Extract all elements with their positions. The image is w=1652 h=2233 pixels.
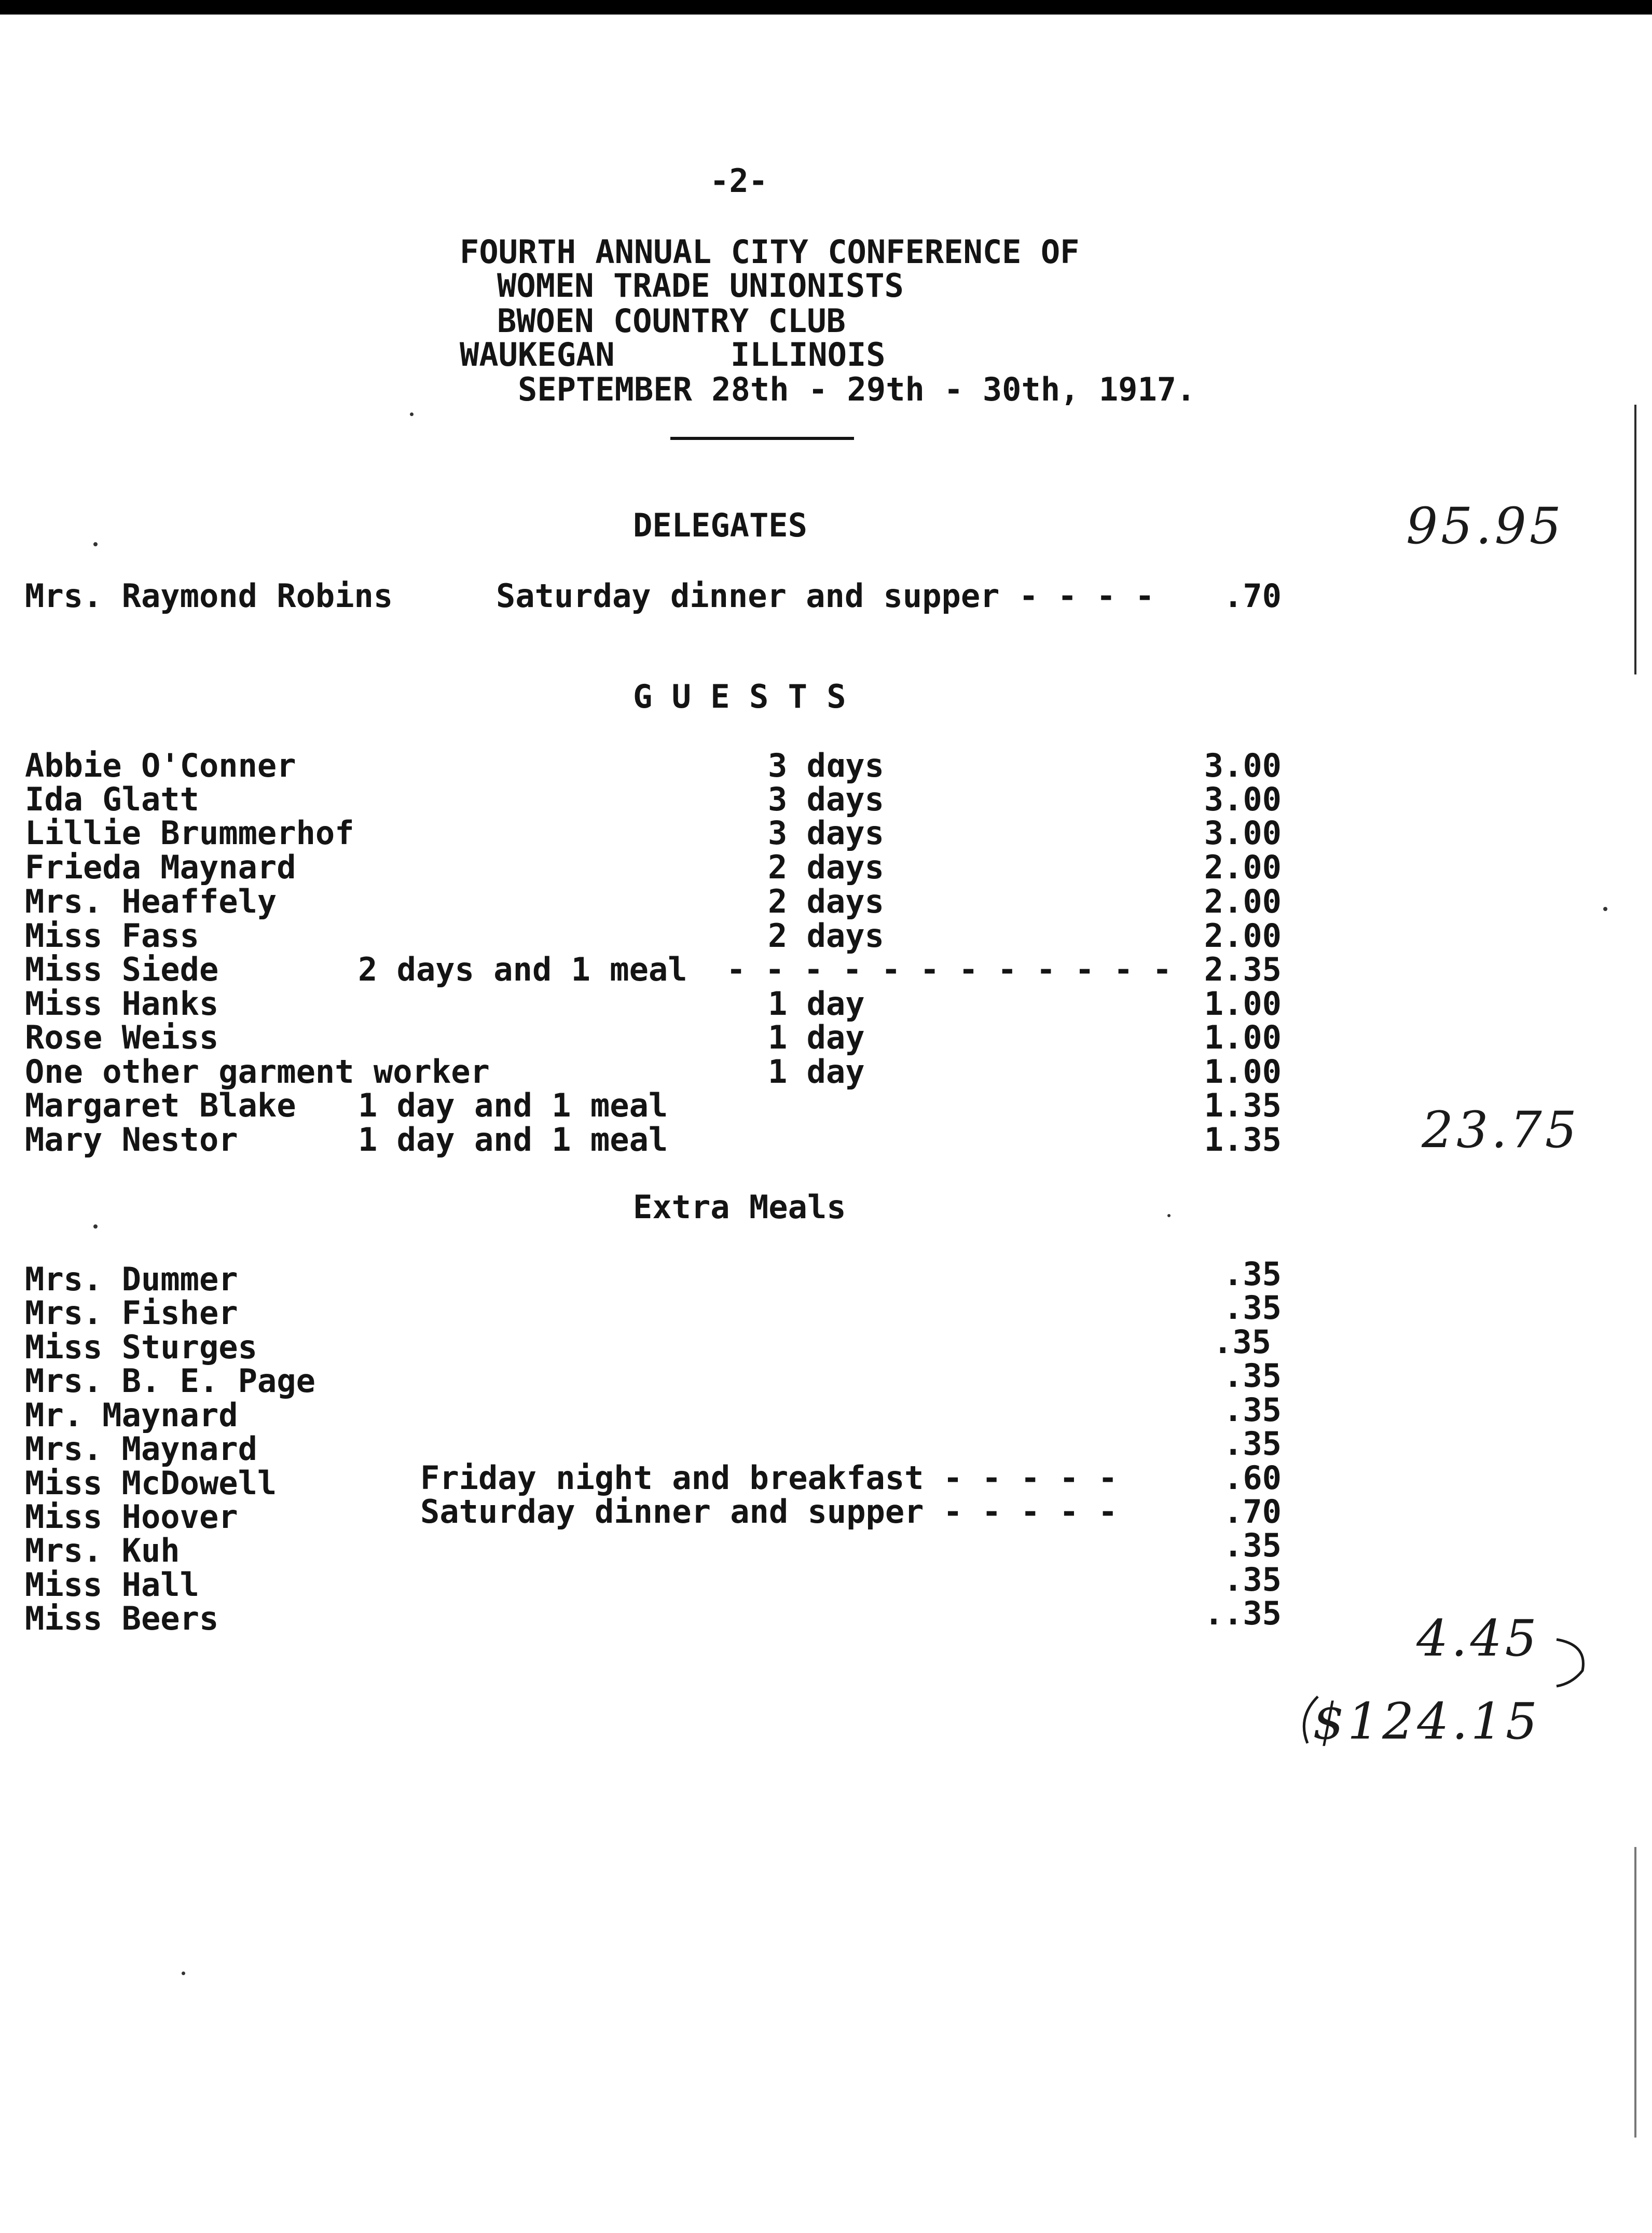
meal-amount: .35 bbox=[1223, 1289, 1282, 1327]
guest-amount: 3.00 bbox=[1204, 747, 1282, 784]
guest-name: Miss Siede bbox=[25, 950, 219, 988]
guests-heading: G U E S T S bbox=[633, 678, 846, 715]
meal-amount: .60 bbox=[1223, 1459, 1282, 1497]
header-line-5: SEPTEMBER 28th - 29th - 30th, 1917. bbox=[518, 370, 1196, 408]
scan-speck bbox=[410, 412, 414, 416]
guest-days: 3 days bbox=[768, 814, 884, 852]
guest-days: 3 days bbox=[768, 780, 884, 818]
scan-speck bbox=[1167, 1214, 1171, 1217]
meal-amount: .35 bbox=[1223, 1425, 1282, 1463]
guest-name: Rose Weiss bbox=[25, 1018, 219, 1056]
header-line-4-state: ILLINOIS bbox=[731, 336, 886, 374]
guest-amount: 2.00 bbox=[1204, 917, 1282, 955]
delegates-handwritten-total: 95.95 bbox=[1406, 497, 1564, 555]
page-number: -2- bbox=[710, 162, 768, 200]
header-line-1: FOURTH ANNUAL CITY CONFERENCE OF bbox=[460, 233, 1080, 271]
guest-days: 3 dɑys bbox=[768, 747, 884, 784]
total-bracket-mark bbox=[1551, 1634, 1614, 1697]
meal-amount: .35 bbox=[1223, 1561, 1282, 1598]
meal-amount: .35 bbox=[1213, 1323, 1271, 1361]
meal-name: Mrs. Fisher bbox=[25, 1294, 238, 1332]
meal-amount: .35 bbox=[1223, 1255, 1282, 1293]
meal-name: Miss Hoover bbox=[25, 1498, 238, 1536]
meal-name: Mrs. Dummer bbox=[25, 1260, 238, 1298]
guest-days: 1 day bbox=[768, 1018, 865, 1056]
meal-amount: .35 bbox=[1223, 1391, 1282, 1429]
guest-name: Lillie Brummerhof bbox=[25, 814, 354, 852]
scan-top-border bbox=[0, 0, 1652, 15]
meal-name: Mrs. Kuh bbox=[25, 1532, 180, 1569]
guest-name: Margaret Blake bbox=[25, 1086, 296, 1124]
guest-amount: 1.00 bbox=[1204, 1018, 1282, 1056]
scan-speck bbox=[182, 1972, 185, 1975]
guest-name: Ida Glatt bbox=[25, 780, 199, 818]
guest-days: 1 day bbox=[768, 1053, 865, 1091]
meal-amount: .70 bbox=[1223, 1493, 1282, 1531]
guest-note: 2 days and 1 meal bbox=[358, 950, 687, 988]
meal-name: Miss Hall bbox=[25, 1566, 199, 1604]
meal-amount: ..35 bbox=[1204, 1594, 1282, 1632]
guest-amount: 1.00 bbox=[1204, 985, 1282, 1023]
guest-amount: 1.35 bbox=[1204, 1121, 1282, 1159]
guest-amount: 1.00 bbox=[1204, 1053, 1282, 1091]
guest-name: Miss Fass bbox=[25, 917, 199, 955]
meal-name: Mrs. Maynard bbox=[25, 1430, 257, 1468]
header-line-3: BWOEN COUNTRY CLUB bbox=[497, 302, 846, 340]
header-line-2: WOMEN TRADE UNIONISTS bbox=[497, 267, 904, 305]
meal-name: Miss Beers bbox=[25, 1600, 219, 1637]
delegate-amount: .70 bbox=[1223, 577, 1282, 615]
guest-note: 1 day and 1 meal bbox=[358, 1086, 668, 1124]
guest-amount: 2.00 bbox=[1204, 848, 1282, 886]
meal-name: Miss Sturges bbox=[25, 1328, 257, 1366]
guest-amount: 3.00 bbox=[1204, 814, 1282, 852]
guest-name: Miss Hanks bbox=[25, 985, 219, 1023]
scan-speck bbox=[93, 542, 98, 546]
scan-edge-line bbox=[1634, 1847, 1636, 2138]
scan-speck bbox=[93, 1224, 98, 1229]
meal-name: Mrs. B. E. Page bbox=[25, 1362, 315, 1400]
delegate-detail: Saturday dinner and supper - - - - bbox=[496, 577, 1155, 615]
meal-name: Miss McDowell bbox=[25, 1464, 277, 1502]
meal-amount: .35 bbox=[1223, 1357, 1282, 1395]
grand-total-handwritten: $124.15 bbox=[1313, 1692, 1540, 1750]
header-line-4-city: WAUKEGAN bbox=[460, 336, 615, 374]
guest-amount: 2.35 bbox=[1204, 950, 1282, 988]
guest-name: Mrs. Heaffely bbox=[25, 883, 277, 920]
extra-meals-handwritten-total: 4.45 bbox=[1416, 1609, 1540, 1667]
guest-name: Mary Nestor bbox=[25, 1121, 238, 1159]
guest-name: One other garment worker bbox=[25, 1053, 490, 1091]
meal-amount: .35 bbox=[1223, 1526, 1282, 1564]
guest-amount: 1.35 bbox=[1204, 1086, 1282, 1124]
delegate-name: Mrs. Raymond Robins bbox=[25, 577, 393, 615]
guest-days: - - - - - - - - - - - - bbox=[726, 950, 1172, 988]
meal-name: Mr. Maynard bbox=[25, 1396, 238, 1434]
guests-handwritten-total: 23.75 bbox=[1422, 1101, 1580, 1159]
guest-days: 1 day bbox=[768, 985, 865, 1023]
guest-days: 2 days bbox=[768, 848, 884, 886]
scan-edge-line bbox=[1634, 405, 1636, 674]
extra-meals-heading: Extra Meals bbox=[633, 1188, 846, 1226]
meal-detail: Friday night and breakfast - - - - - bbox=[420, 1459, 1118, 1497]
scan-speck bbox=[1603, 907, 1607, 911]
meal-detail: Saturday dinner and supper - - - - - bbox=[420, 1493, 1118, 1531]
header-underline bbox=[670, 437, 854, 440]
guest-name: Frieda Maynard bbox=[25, 848, 296, 886]
guest-amount: 3.00 bbox=[1204, 780, 1282, 818]
guest-amount: 2.00 bbox=[1204, 883, 1282, 920]
guest-days: 2 days bbox=[768, 917, 884, 955]
guest-name: Abbie O'Conner bbox=[25, 747, 296, 784]
guest-note: 1 day and 1 meal bbox=[358, 1121, 668, 1159]
guest-days: 2 days bbox=[768, 883, 884, 920]
delegates-heading: DELEGATES bbox=[633, 506, 807, 544]
